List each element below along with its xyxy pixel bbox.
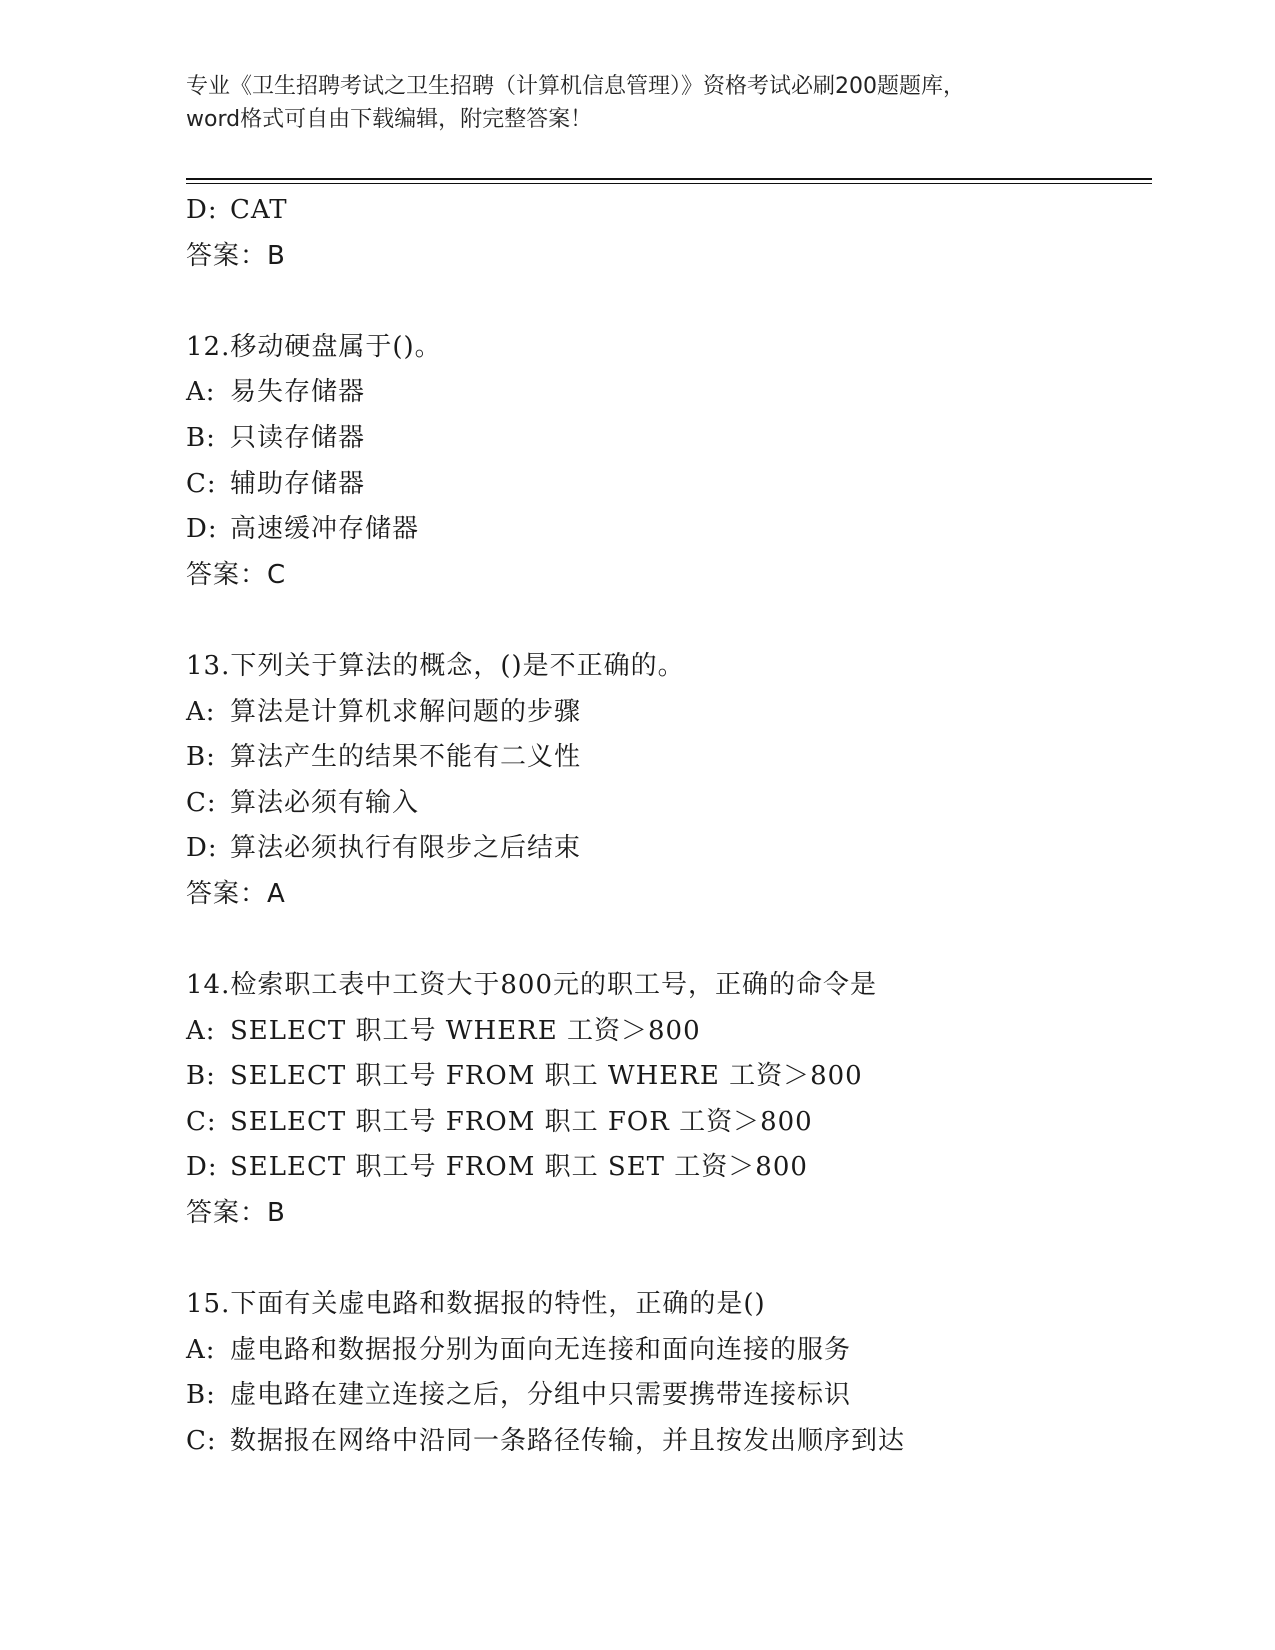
question-text: 检索职工表中工资大于800元的职工号，正确的命令是 bbox=[230, 970, 877, 1001]
question-option bbox=[186, 1373, 1152, 1419]
question-option bbox=[186, 1328, 1152, 1374]
option-text: SELECT 职工号 FROM 职工 WHERE 工资＞800 bbox=[230, 1061, 863, 1092]
question-option bbox=[186, 1054, 1152, 1100]
question-option bbox=[186, 1100, 1152, 1146]
option-text: SELECT 职工号 FROM 职工 FOR 工资＞800 bbox=[230, 1106, 813, 1137]
option-label: A: bbox=[186, 696, 216, 727]
header-divider-thick bbox=[186, 178, 1152, 180]
question-option bbox=[186, 1009, 1152, 1055]
question-number: 13. bbox=[186, 650, 231, 681]
question-answer: 答案：C bbox=[186, 559, 287, 590]
question-option bbox=[186, 462, 1152, 508]
option-text: 数据报在网络中沿同一条路径传输，并且按发出顺序到达 bbox=[230, 1426, 906, 1457]
option-label: C: bbox=[186, 787, 217, 818]
option-text: 虚电路在建立连接之后，分组中只需要携带连接标识 bbox=[230, 1380, 852, 1411]
spacer bbox=[186, 598, 1152, 644]
option-label: D: bbox=[186, 833, 218, 864]
option-label: B: bbox=[186, 1061, 216, 1092]
question-option bbox=[186, 370, 1152, 416]
option-label: D: bbox=[186, 514, 218, 545]
option-label: D: bbox=[186, 1152, 218, 1183]
question-number: 12. bbox=[186, 331, 231, 362]
question-option bbox=[186, 1145, 1152, 1191]
option-label: C: bbox=[186, 468, 217, 499]
option-label: B: bbox=[186, 1380, 216, 1411]
question-option bbox=[186, 690, 1152, 736]
question-option bbox=[186, 826, 1152, 872]
option-label: C: bbox=[186, 1426, 217, 1457]
option-text: CAT bbox=[230, 195, 288, 225]
option-label: B: bbox=[186, 422, 216, 453]
option-text: SELECT 职工号 WHERE 工资＞800 bbox=[230, 1015, 701, 1046]
question-number: 15. bbox=[186, 1289, 231, 1320]
question-text: 下面有关虚电路和数据报的特性，正确的是() bbox=[230, 1289, 766, 1320]
option-text: 算法必须执行有限步之后结束 bbox=[230, 833, 582, 864]
question-list bbox=[186, 188, 1152, 1465]
option-label: A: bbox=[186, 1015, 216, 1046]
option-text: 高速缓冲存储器 bbox=[230, 514, 420, 545]
question-option bbox=[186, 781, 1152, 827]
spacer bbox=[186, 918, 1152, 964]
option-text: 易失存储器 bbox=[230, 377, 366, 408]
question-stem bbox=[186, 963, 1152, 1009]
question-text: 下列关于算法的概念，()是不正确的。 bbox=[230, 650, 685, 681]
question-answer: 答案：B bbox=[186, 1198, 286, 1229]
option-text: 只读存储器 bbox=[230, 422, 366, 453]
option-label: D: bbox=[186, 195, 218, 225]
option-label: A: bbox=[186, 1334, 216, 1365]
question-number: 14. bbox=[186, 970, 231, 1001]
option-text: 辅助存储器 bbox=[230, 468, 366, 499]
option-label: B: bbox=[186, 742, 216, 773]
carryover-answer: 答案：B bbox=[186, 240, 286, 271]
question-text: 移动硬盘属于()。 bbox=[230, 331, 442, 362]
question-option bbox=[186, 416, 1152, 462]
spacer bbox=[186, 279, 1152, 325]
question-option bbox=[186, 1419, 1152, 1465]
carryover-option-d bbox=[186, 188, 1152, 234]
option-text: 算法产生的结果不能有二义性 bbox=[230, 742, 582, 773]
option-text: 虚电路和数据报分别为面向无连接和面向连接的服务 bbox=[230, 1334, 852, 1365]
option-label: C: bbox=[186, 1106, 217, 1137]
question-stem bbox=[186, 1282, 1152, 1328]
option-text: 算法必须有输入 bbox=[230, 787, 420, 818]
question-stem bbox=[186, 644, 1152, 690]
option-text: SELECT 职工号 FROM 职工 SET 工资＞800 bbox=[230, 1152, 808, 1183]
question-stem bbox=[186, 325, 1152, 371]
question-answer: 答案：A bbox=[186, 878, 286, 909]
header-title-line-1: 专业《卫生招聘考试之卫生招聘（计算机信息管理）》资格考试必刷200题题库， bbox=[186, 74, 965, 99]
question-option bbox=[186, 735, 1152, 781]
option-label: A: bbox=[186, 377, 216, 408]
header-title-line-2: word格式可自由下载编辑，附完整答案！ bbox=[186, 107, 593, 132]
question-option bbox=[186, 507, 1152, 553]
option-text: 算法是计算机求解问题的步骤 bbox=[230, 696, 582, 727]
spacer bbox=[186, 1237, 1152, 1283]
document-header bbox=[186, 70, 1086, 136]
header-divider-thin bbox=[186, 183, 1152, 184]
